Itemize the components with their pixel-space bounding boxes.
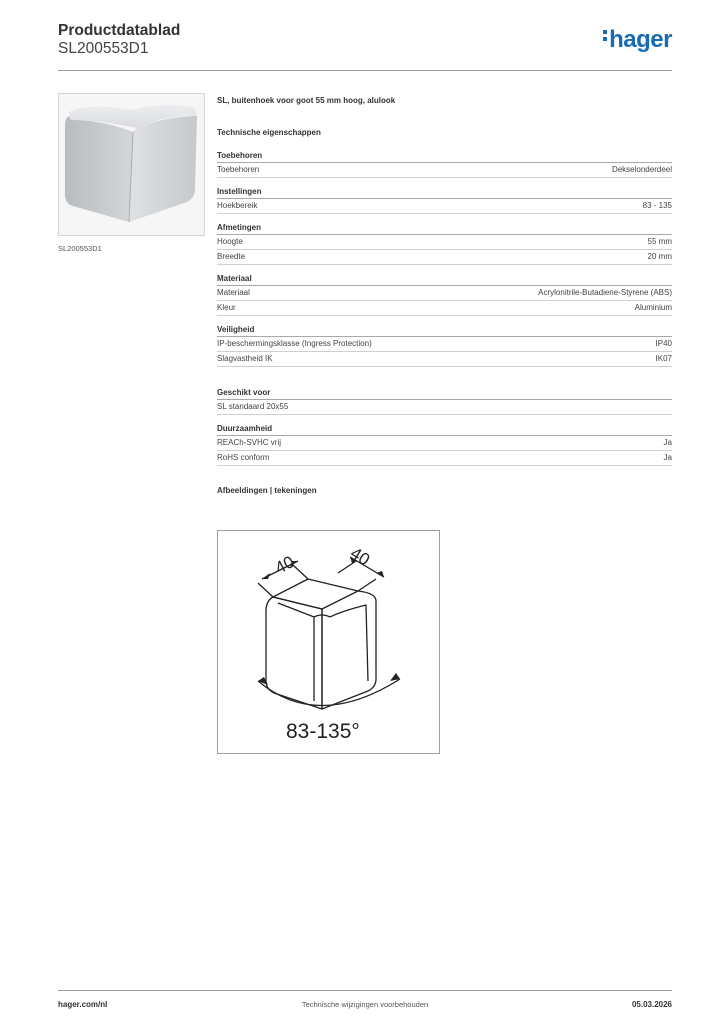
logo-text: hager (609, 26, 672, 53)
spec-label: RoHS conform (217, 453, 270, 462)
spec-label: Toebehoren (217, 165, 260, 174)
footer-disclaimer: Technische wijzigingen voorbehouden (301, 1000, 429, 1009)
section-title: Veiligheid (217, 324, 672, 337)
section-title: Geschikt voor (217, 387, 672, 400)
spec-content (217, 96, 672, 500)
section-veiligheid (217, 324, 672, 367)
spec-value: IP40 (655, 339, 672, 348)
spec-value: Acrylonitrile-Butadiene-Styrene (ABS) (538, 288, 672, 297)
section-instellingen (217, 186, 672, 214)
spec-row (217, 250, 672, 265)
logo-dots-icon (603, 30, 607, 44)
section-afmetingen (217, 222, 672, 265)
angle-label: 83-135° (286, 720, 360, 743)
spec-value: IK07 (655, 354, 672, 363)
spec-value: 83 - 135 (642, 201, 672, 210)
drawings-heading: Afbeeldingen | tekeningen (217, 486, 317, 495)
section-toebehoren (217, 150, 672, 178)
technical-drawing (217, 530, 440, 754)
tech-properties-heading: Technische eigenschappen (217, 128, 321, 137)
page-footer (58, 990, 672, 1015)
spec-label: Slagvastheid IK (217, 354, 273, 363)
product-description: SL, buitenhoek voor goot 55 mm hoog, alulook (217, 96, 396, 105)
spec-label: Breedte (217, 252, 246, 261)
spec-row (217, 286, 672, 301)
spec-row (217, 163, 672, 178)
section-geschikt-voor (217, 387, 672, 415)
spec-row (217, 235, 672, 250)
hager-logo (603, 26, 672, 54)
section-title: Afmetingen (217, 222, 672, 235)
section-materiaal (217, 273, 672, 316)
dimension-label-right: 40 (346, 543, 374, 570)
dimension-label-left: 40 (271, 552, 298, 578)
product-code: SL200553D1 (58, 40, 149, 57)
spec-value: 55 mm (647, 237, 672, 246)
spec-row (217, 337, 672, 352)
spec-label: Materiaal (217, 288, 250, 297)
spec-value: Dekselonderdeel (611, 165, 672, 174)
spec-value: Ja (663, 438, 672, 447)
spec-value: Ja (663, 453, 672, 462)
spec-row (217, 436, 672, 451)
spec-row (217, 199, 672, 214)
spec-label: Hoekbereik (217, 201, 258, 210)
footer-date: 05.03.2026 (631, 1000, 672, 1009)
section-title: Materiaal (217, 273, 672, 286)
photo-caption: SL200553D1 (58, 244, 102, 253)
spec-row (217, 451, 672, 466)
spec-row (217, 301, 672, 316)
page-header (58, 20, 672, 71)
spec-value: Aluminium (634, 303, 672, 312)
document-title: Productdatablad (58, 22, 181, 39)
section-title: Duurzaamheid (217, 423, 672, 436)
section-title: Instellingen (217, 186, 672, 199)
corner-dimension-drawing (218, 531, 439, 753)
spec-value: 20 mm (647, 252, 672, 261)
spec-label: SL standaard 20x55 (217, 402, 289, 411)
corner-piece-image (59, 94, 204, 235)
angle-arc (258, 679, 400, 706)
product-photo (58, 93, 205, 236)
spec-label: IP-beschermingsklasse (Ingress Protection) (217, 339, 372, 348)
spec-label: Hoogte (217, 237, 243, 246)
spec-row (217, 352, 672, 367)
footer-website: hager.com/nl (58, 1000, 108, 1009)
section-title: Toebehoren (217, 150, 672, 163)
spec-row (217, 400, 672, 415)
spec-label: REACh-SVHC vrij (217, 438, 282, 447)
spec-label: Kleur (217, 303, 236, 312)
section-duurzaamheid (217, 423, 672, 466)
